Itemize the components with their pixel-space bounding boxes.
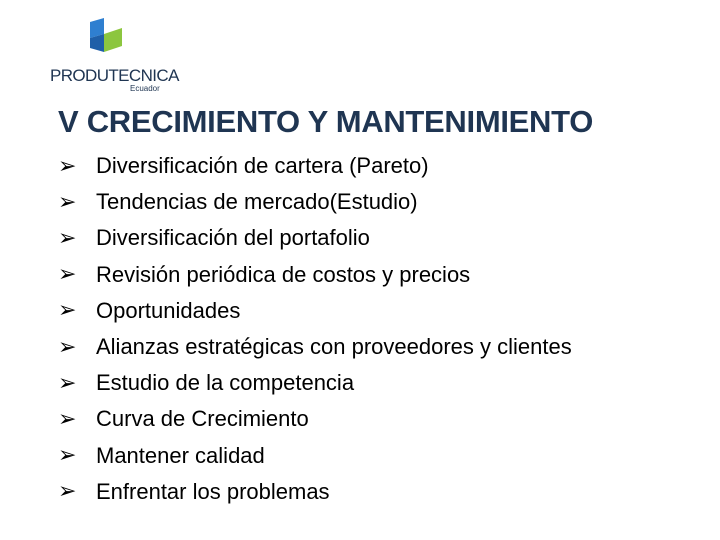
list-item [58, 438, 572, 474]
arrowhead-bullet-icon: ➢ [58, 298, 77, 324]
arrowhead-bullet-icon: ➢ [58, 406, 77, 432]
logo-wordmark: PRODUTECNICA [50, 66, 179, 85]
list-item-text: Estudio de la competencia [96, 370, 355, 396]
list-item [58, 148, 572, 184]
list-item-text: Revisión periódica de costos y precios [96, 261, 471, 287]
list-item [58, 401, 572, 437]
list-item-text: Tendencias de mercado(Estudio) [96, 189, 418, 215]
list-item [58, 365, 572, 401]
list-item [58, 220, 572, 256]
logo-subtitle: Ecuador [130, 84, 160, 93]
arrowhead-bullet-icon: ➢ [58, 153, 77, 179]
company-logo [50, 18, 180, 94]
list-item-text: Oportunidades [96, 297, 241, 323]
arrowhead-bullet-icon: ➢ [58, 225, 77, 251]
list-item [58, 329, 572, 365]
arrowhead-bullet-icon: ➢ [58, 334, 77, 360]
list-item-text: Diversificación del portafolio [96, 225, 370, 251]
slide-title: V CRECIMIENTO Y MANTENIMIENTO [58, 104, 594, 139]
list-item [58, 257, 572, 293]
arrowhead-bullet-icon: ➢ [58, 370, 77, 396]
list-item-text: Curva de Crecimiento [96, 406, 309, 432]
arrowhead-bullet-icon: ➢ [58, 189, 77, 215]
list-item-text: Enfrentar los problemas [96, 478, 330, 504]
list-item-text: Diversificación de cartera (Pareto) [96, 153, 429, 179]
list-item-text: Mantener calidad [96, 442, 265, 468]
list-item [58, 293, 572, 329]
arrowhead-bullet-icon: ➢ [58, 262, 77, 288]
list-item [58, 184, 572, 220]
arrowhead-bullet-icon: ➢ [58, 479, 77, 505]
bullet-list [58, 148, 572, 510]
logo-mark-icon [88, 18, 124, 62]
arrowhead-bullet-icon: ➢ [58, 443, 77, 469]
list-item-text: Alianzas estratégicas con proveedores y clientes [96, 334, 572, 360]
list-item [58, 474, 572, 510]
